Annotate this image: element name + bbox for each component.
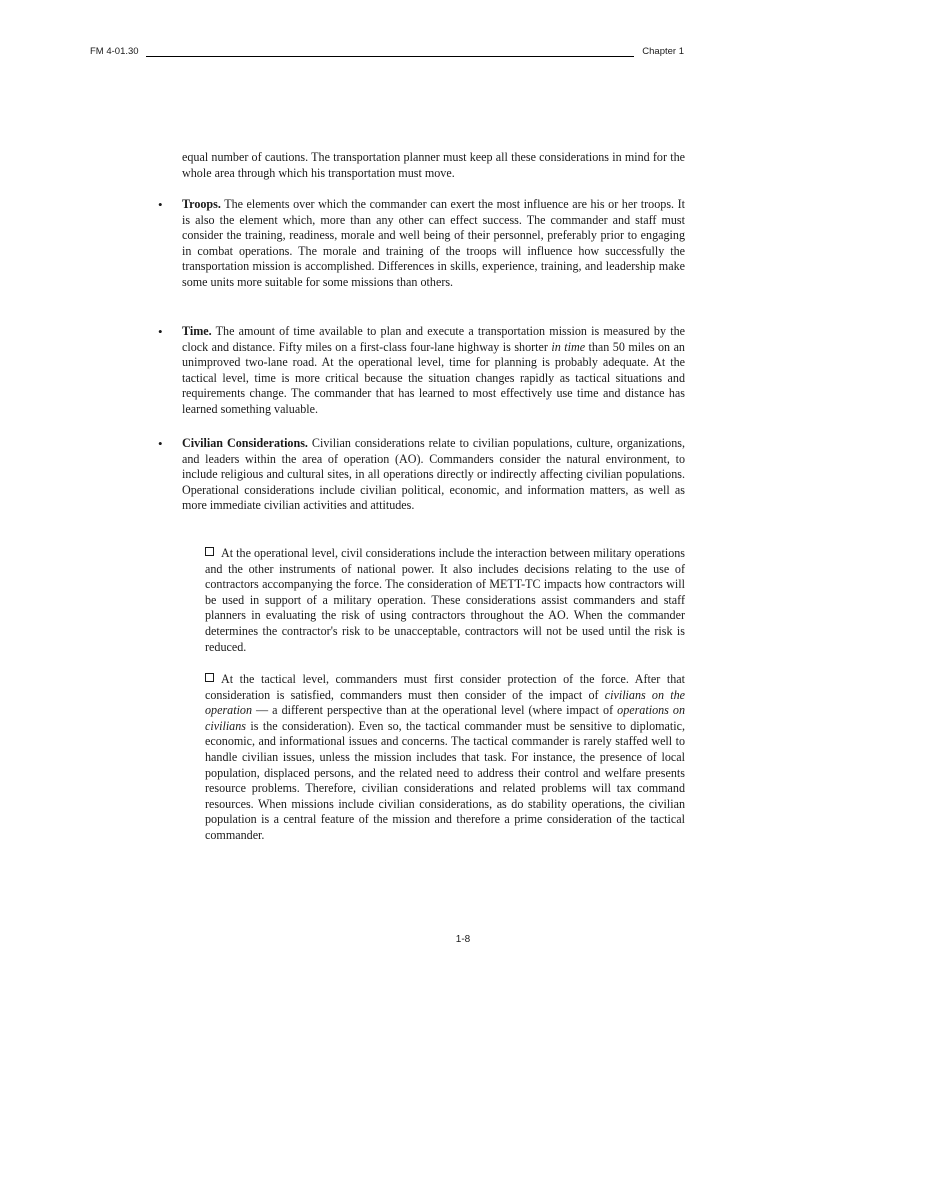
- bullet-icon: •: [158, 324, 163, 339]
- sub-item-text: At the tactical level, commanders must first consider protection of the force. After that consideration is satisfied, commanders must then consider of the impact of: [205, 672, 685, 702]
- bullet-time: [158, 324, 685, 418]
- italic-phrase: in time: [551, 339, 586, 354]
- italic-phrase: operations on civilians: [205, 703, 685, 733]
- page-number: 1-8: [455, 934, 471, 945]
- bullet-text-cont: than 50 miles on an unimproved two-lane road. At the operational level, time for planning is probably adequate. At the tactical level, time is more critical because the situation changes rapidly as tactical situations and requirements change. The commander that has learned to most effectively use time and distance has learned something valuable.: [182, 339, 685, 416]
- bullet-text: Civilian considerations relate to civilian populations, culture, organizations, and leaders within the area of operation (AO). Commanders consider the natural environment, to include religious and cultural sites, in all operations directly or indirectly affecting civilian populations. Operational considerations include civilian political, economic, and information matters, as well as more immediate civilian activities and attitudes.: [182, 436, 685, 513]
- sub-item-tactical: [205, 672, 685, 844]
- bullet-text: The amount of time available to plan and execute a transportation mission is measured by the clock and distance. Fifty miles on a first-class four-lane highway is shorter: [182, 324, 685, 354]
- bullet-text: The elements over which the commander can exert the most influence are his or her troops. It is also the element which, more than any other can effect success. The commander and staff must consider the training, readiness, morale and well being of their personnel, preferably prior to engaging in combat operations. The morale and training of the troops will influence how successfully the transportation mission is accomplished. Differences in skills, experience, training, and leadership make some units more suitable for some missions than others.: [182, 197, 685, 289]
- bullet-term: Troops.: [182, 197, 221, 211]
- checkbox-square-icon: [205, 673, 214, 682]
- italic-phrase: civilians on the operation: [205, 687, 685, 718]
- document-id: FM 4-01.30: [90, 46, 139, 57]
- bullet-troops: [158, 197, 685, 291]
- bullet-icon: •: [158, 436, 163, 451]
- bullet-term: Time.: [182, 324, 212, 338]
- header-rule: [146, 56, 634, 57]
- sub-item-text: At the operational level, civil considerations include the interaction between military operations and the other instruments of national power. It also includes decisions relating to the use of contractors accompanying the force. The consideration of METT-TC impacts how contractors will be used in support of a military operation. These considerations assist commanders and staff planners in evaluating the risk of using contractors throughout the AO. When the commander determines the contractor's risk to be unacceptable, contractors will not be used until the risk is reduced.: [205, 546, 685, 654]
- sub-item-operational: [205, 546, 685, 655]
- sub-item-text-cont: — a different perspective than at the operational level (where impact of: [252, 703, 618, 718]
- bullet-icon: •: [158, 197, 163, 212]
- bullet-term: Civilian Considerations.: [182, 436, 308, 450]
- bullet-civilian: [158, 436, 685, 514]
- running-header: [90, 46, 684, 60]
- sub-item-text-cont: is the consideration). Even so, the tactical commander must be sensitive to diplomatic, economic, and informational issues and concerns. The tactical commander is rarely staffed well to handle civilian issues, unless the mission includes that task. For instance, the presence of local population, displaced persons, and the related need to address their control and welfare presents resource problems. Therefore, civilian considerations and related problems will tax command resources. When missions include civilian considerations, as do stability operations, the civilian population is a central feature of the mission and therefore a prime consideration of the tactical commander.: [205, 718, 685, 842]
- lead-paragraph: equal number of cautions. The transportation planner must keep all these considerations in mind for the whole area through which his transportation must move.: [182, 150, 685, 180]
- chapter-label: Chapter 1: [642, 46, 684, 57]
- checkbox-square-icon: [205, 547, 214, 556]
